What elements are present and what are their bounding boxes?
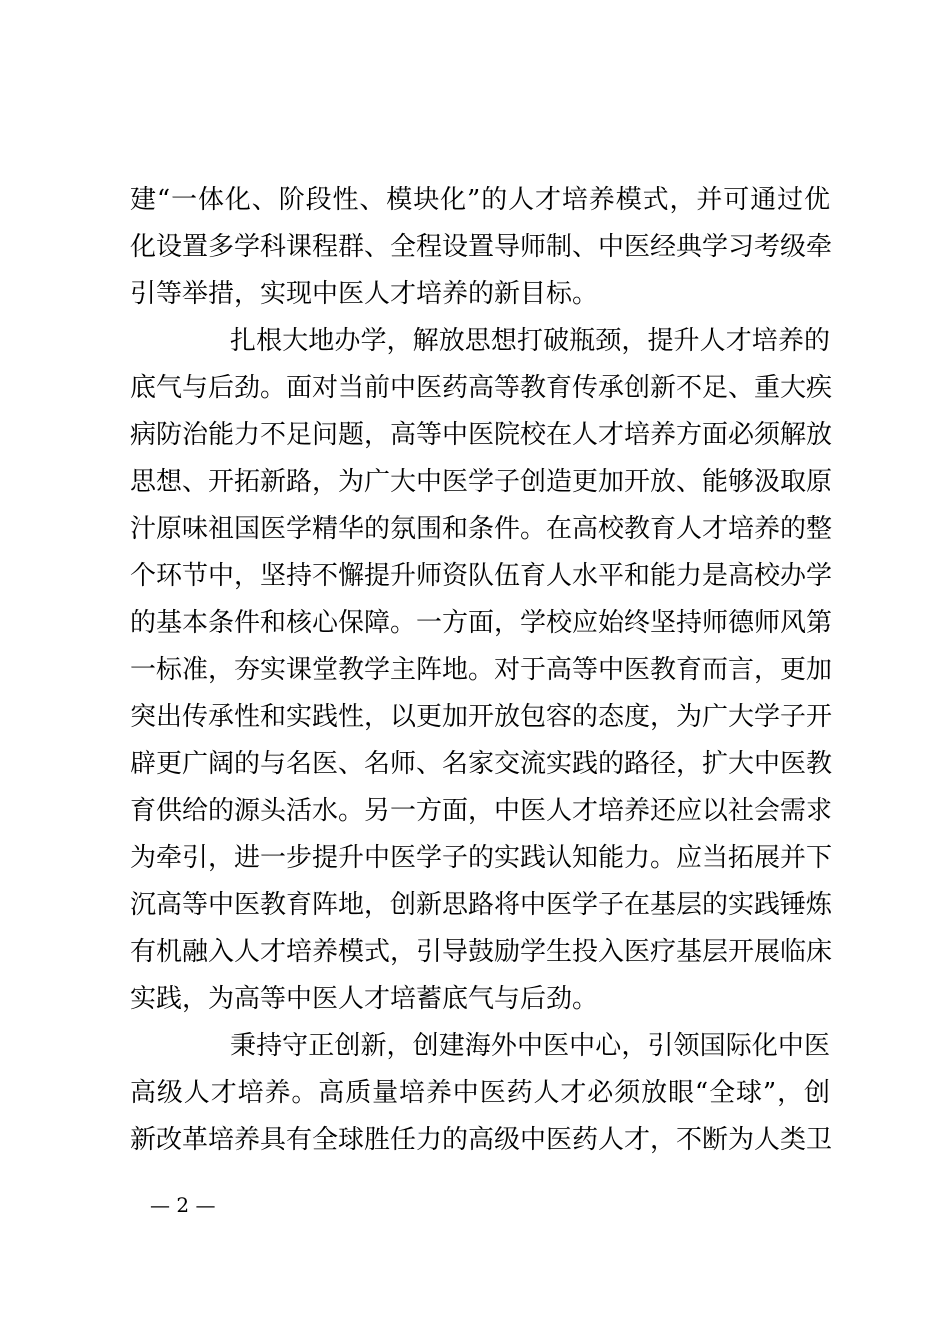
text-line: 有机融入人才培养模式，引导鼓励学生投入医疗基层开展临床 [130, 937, 833, 967]
text-line: 为牵引，进一步提升中医学子的实践认知能力。应当拓展并下 [130, 843, 833, 873]
paragraph-first-line: 扎根大地办学，解放思想打破瓶颈，提升人才培养的 [230, 326, 830, 356]
text-line: 个环节中，坚持不懈提升师资队伍育人水平和能力是高校办学 [130, 561, 833, 591]
text-line: 思想、开拓新路，为广大中医学子创造更加开放、能够汲取原 [130, 467, 833, 497]
text-line: 化设置多学科课程群、全程设置导师制、中医经典学习考级牵 [130, 232, 833, 262]
text-line: 汁原味祖国医学精华的氛围和条件。在高校教育人才培养的整 [130, 514, 833, 544]
text-line: 沉高等中医教育阵地，创新思路将中医学子在基层的实践锤炼 [130, 890, 833, 920]
paragraph-first-line: 秉持守正创新，创建海外中医中心，引领国际化中医 [230, 1031, 830, 1061]
text-line: 突出传承性和实践性，以更加开放包容的态度，为广大学子开 [130, 702, 833, 732]
text-line: 一标准，夯实课堂教学主阵地。对于高等中医教育而言，更加 [130, 655, 833, 685]
page-number: — 2 — [150, 1193, 216, 1217]
text-line: 实践，为高等中医人才培蓄底气与后劲。 [130, 984, 599, 1014]
text-line: 的基本条件和核心保障。一方面，学校应始终坚持师德师风第 [130, 608, 833, 638]
text-line: 病防治能力不足问题，高等中医院校在人才培养方面必须解放 [130, 420, 833, 450]
text-line: 辟更广阔的与名医、名师、名家交流实践的路径，扩大中医教 [130, 749, 833, 779]
text-line: 底气与后劲。面对当前中医药高等教育传承创新不足、重大疾 [130, 373, 833, 403]
text-line: 建“一体化、阶段性、模块化”的人才培养模式，并可通过优 [130, 185, 830, 215]
text-line: 引等举措，实现中医人才培养的新目标。 [130, 279, 599, 309]
text-line: 新改革培养具有全球胜任力的高级中医药人才，不断为人类卫 [130, 1125, 833, 1155]
text-line: 高级人才培养。高质量培养中医药人才必须放眼“全球”，创 [130, 1078, 830, 1108]
text-line: 育供给的源头活水。另一方面，中医人才培养还应以社会需求 [130, 796, 833, 826]
